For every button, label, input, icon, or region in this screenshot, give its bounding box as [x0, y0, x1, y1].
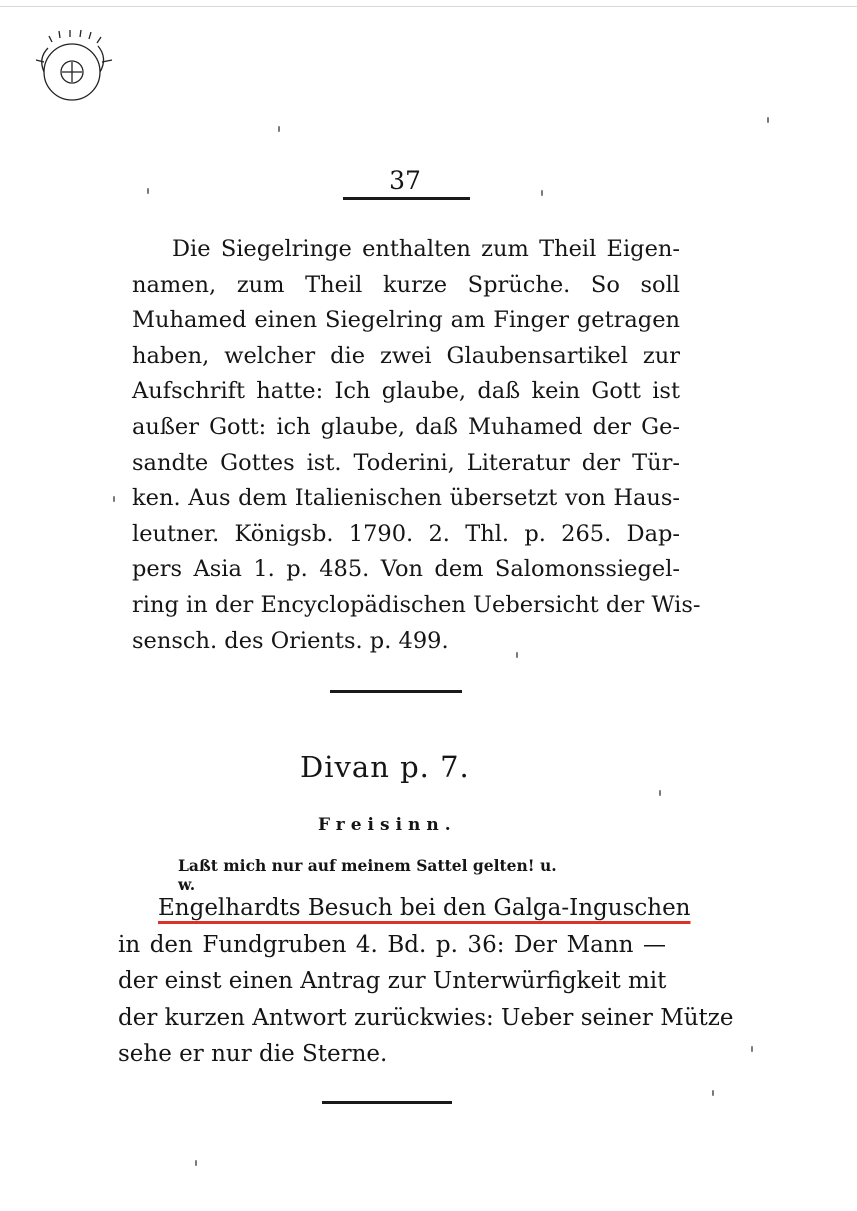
library-stamp-icon	[28, 28, 118, 104]
text-line: ken. Aus dem Italienischen übersetzt von Haus-	[132, 485, 680, 512]
text-line: pers Asia 1. p. 485. Von dem Salomonssiegel-	[132, 556, 680, 583]
text-line: sehe er nur die Sterne.	[118, 1041, 388, 1067]
end-rule	[322, 1101, 452, 1104]
paper-speck	[113, 496, 115, 502]
paper-speck	[659, 790, 661, 796]
text-line: sandte Gottes ist. Toderini, Literatur der Tür-	[132, 449, 680, 476]
page-number-rule	[343, 197, 470, 200]
text-line: Muhamed einen Siegelring am Finger getragen	[132, 307, 680, 334]
section-title: Divan p. 7.	[300, 750, 470, 784]
paper-speck	[712, 1090, 714, 1096]
underlined-citation: Engelhardts Besuch bei den Galga-Inguschen	[158, 895, 691, 921]
paper-speck	[147, 188, 149, 194]
text-line: leutner. Königsb. 1790. 2. Thl. p. 265. Dap-	[132, 520, 680, 547]
section-subtitle: Freisinn.	[318, 815, 457, 835]
text-line: haben, welcher die zwei Glaubensartikel zur	[132, 342, 680, 369]
section-divider	[330, 690, 462, 693]
text-line: der einst einen Antrag zur Unterwürfigkeit mit	[118, 968, 667, 994]
paragraph-engelhardt	[118, 890, 734, 1073]
paper-speck	[278, 126, 280, 132]
paragraph-seal-rings	[132, 232, 701, 659]
text-line	[118, 890, 691, 927]
page-top-border	[0, 6, 857, 7]
text-line: ring in der Encyclopädischen Uebersicht der Wis-	[132, 591, 701, 618]
paper-speck	[195, 1160, 197, 1166]
text-line: namen, zum Theil kurze Sprüche. So soll	[132, 271, 680, 298]
text-line: sensch. des Orients. p. 499.	[132, 627, 449, 654]
text-line: der kurzen Antwort zurückwies: Ueber seiner Mütze	[118, 1004, 734, 1031]
paper-speck	[541, 190, 543, 196]
paper-speck	[767, 117, 769, 123]
text-line: in den Fundgruben 4. Bd. p. 36: Der Mann —	[118, 931, 666, 958]
paper-speck	[751, 1046, 753, 1052]
page-number: 37	[389, 166, 421, 195]
epigraph: Laßt mich nur auf meinem Sattel gelten! u. w.	[178, 856, 557, 894]
text-line: außer Gott: ich glaube, daß Muhamed der Ge-	[132, 413, 680, 440]
text-line: Aufschrift hatte: Ich glaube, daß kein Gott ist	[132, 378, 680, 405]
paper-speck	[516, 652, 518, 658]
text-line: Die Siegelringe enthalten zum Theil Eigen-	[172, 236, 680, 262]
